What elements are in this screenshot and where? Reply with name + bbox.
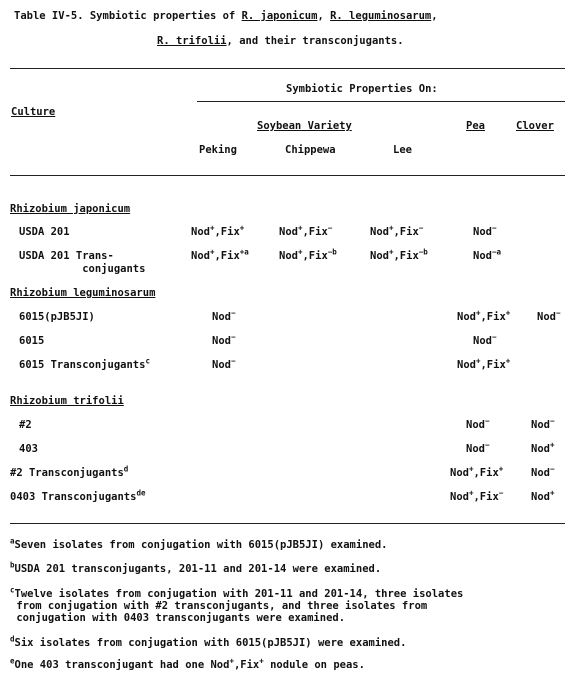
title-text: Table IV-5. Symbiotic properties of: [14, 10, 242, 22]
group-name: Rhizobium leguminosarum: [10, 287, 156, 299]
header-soybean-variety: Soybean Variety: [257, 120, 352, 132]
culture-cell: #2: [19, 419, 32, 431]
cell-chippewa: Nod+,Fix$^{-b}$: [279, 247, 337, 262]
cell-lee: Nod+,Fix−: [370, 223, 424, 238]
cell-peking: Nod−: [212, 308, 236, 323]
header-symbiotic-on: Symbiotic Properties On:: [286, 83, 438, 95]
cell-pea: Nod+,Fix+: [457, 356, 511, 371]
culture-cell: 6015 Transconjugants$^c$: [19, 356, 150, 371]
culture-cell: 6015(pJB5JI): [19, 311, 95, 323]
cell-pea: Nod−: [473, 223, 497, 238]
culture-cell: #2 Transconjugants$^d$: [10, 464, 129, 479]
table-title-line2: [157, 35, 404, 47]
cell-peking: Nod−: [212, 356, 236, 371]
cell-clover: Nod+: [531, 440, 555, 455]
cell-clover: Nod−: [537, 308, 561, 323]
cell-pea: Nod−: [466, 440, 490, 455]
culture-cell: USDA 201: [19, 226, 70, 238]
group-name: Rhizobium japonicum: [10, 203, 131, 215]
footnote-e: $^e$One 403 transconjugant had one Nod+,Fix+ nodule on peas.: [10, 656, 365, 671]
header-culture: Culture: [11, 106, 56, 118]
header-lee: Lee: [393, 144, 412, 156]
title-species-japonicum: R. japonicum: [241, 10, 318, 22]
cell-pea: Nod+,Fix−: [450, 488, 504, 503]
table-bottom-rule: [10, 523, 565, 524]
cell-chippewa: Nod+,Fix−: [279, 223, 333, 238]
cell-clover: Nod+: [531, 488, 555, 503]
cell-peking: Nod+,Fix$^{+a}$: [191, 247, 249, 262]
cell-pea: Nod+,Fix+: [450, 464, 504, 479]
title-sep: ,: [431, 10, 438, 22]
cell-peking: Nod−: [212, 332, 236, 347]
header-clover: Clover: [516, 120, 554, 132]
footnote-a: $^a$Seven isolates from conjugation with 6015(pJB5JI) examined.: [10, 536, 388, 551]
cell-peking: Nod+,Fix+: [191, 223, 245, 238]
group-name: Rhizobium trifolii: [10, 395, 124, 407]
cell-pea: Nod$^{-a}$: [473, 247, 501, 262]
culture-cell: USDA 201 Trans- conjugants: [19, 250, 146, 275]
table-title-line1: [14, 10, 438, 22]
title-sep: ,: [317, 10, 331, 22]
title-text-end: , and their transconjugants.: [226, 35, 404, 47]
cell-pea: Nod+,Fix+: [457, 308, 511, 323]
header-pea: Pea: [466, 120, 485, 132]
cell-clover: Nod−: [531, 464, 555, 479]
header-peking: Peking: [199, 144, 237, 156]
title-species-leguminosarum: R. leguminosarum: [330, 10, 432, 22]
cell-pea: Nod−: [466, 416, 490, 431]
header-subrule: [197, 101, 565, 102]
culture-cell: 0403 Transconjugants$^{de}$: [10, 488, 146, 503]
title-species-trifolii: R. trifolii: [157, 35, 227, 47]
cell-clover: Nod−: [531, 416, 555, 431]
header-bottom-rule: [10, 175, 565, 176]
top-rule: [10, 68, 565, 69]
culture-cell: 6015: [19, 335, 45, 347]
footnote-d: $^d$Six isolates from conjugation with 6015(pJB5JI) were examined.: [10, 634, 407, 649]
cell-lee: Nod+,Fix$^{-b}$: [370, 247, 428, 262]
culture-cell: 403: [19, 443, 38, 455]
footnote-b: $^b$USDA 201 transconjugants, 201-11 and 201-14 were examined.: [10, 560, 382, 575]
header-chippewa: Chippewa: [285, 144, 336, 156]
footnote-c: $^c$Twelve isolates from conjugation with 201-11 and 201-14, three isolates from conjugation with #2 transconjugants, and three isolates from conjugation with 0403 transconjugants were examined.: [10, 585, 464, 624]
cell-pea: Nod−: [473, 332, 497, 347]
